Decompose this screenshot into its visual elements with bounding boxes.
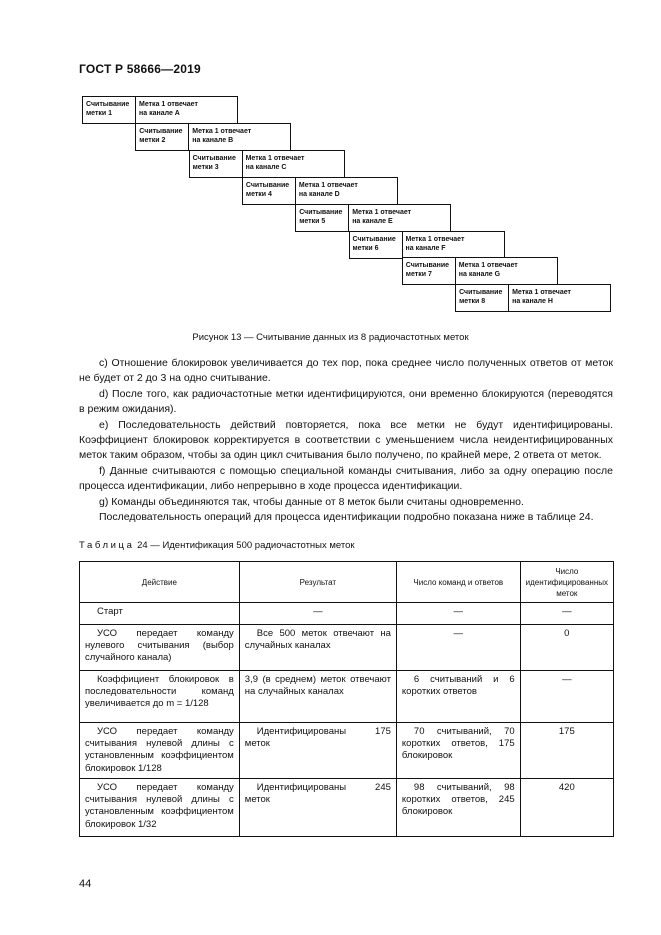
header-action: Действие: [80, 562, 240, 603]
paragraph-c: c) Отношение блокировок увеличивается до тех пор, пока среднее число полученных ответов от меток не будет от 2 до 3 на одно считывание.: [79, 357, 613, 385]
cell-action: УСО передает команду считывания нулевой длины с установленным коэффициентом блокировок 1/32: [80, 779, 240, 837]
header-commands: Число команд и ответов: [396, 562, 520, 603]
cell-commands: —: [396, 603, 520, 625]
read-tag-box: Считывание метки 6: [349, 231, 403, 259]
cell-result: Все 500 меток отвечают на случайных каналах: [239, 625, 396, 671]
table-caption-text: 24 — Идентификация 500 радиочастотных меток: [137, 540, 355, 551]
paragraph-e: e) Последовательность действий повторяется, пока все метки не будут идентифицированы. Коэффициент блокировок корректируется в соответствии с уменьшением числа неидентифицированных меток таким образом, чтобы за один цикл считывания было получено, по крайней мере, 2 ответа от меток.: [79, 418, 613, 462]
read-tag-box: Считывание метки 1: [82, 96, 136, 124]
cell-result: 3,9 (в среднем) меток отвечают на случайных каналах: [239, 671, 396, 723]
read-tag-box: Считывание метки 4: [242, 177, 296, 205]
cell-result: Идентифицированы 175 меток: [239, 723, 396, 779]
tag-response-box: Метка 1 отвечает на канале F: [402, 231, 505, 259]
identification-table: [79, 561, 614, 837]
read-tag-box: Считывание метки 2: [135, 123, 189, 151]
paragraph-d: d) После того, как радиочастотные метки идентифицируются, они временно блокируются (переводятся в режим ожидания).: [79, 387, 613, 416]
cell-identified: —: [520, 671, 613, 723]
paragraph-f: f) Данные считываются с помощью специальной команды считывания, либо за одну операцию после процесса идентификации, либо непрерывно в ходе процесса идентификации.: [79, 464, 613, 493]
tag-response-box: Метка 1 отвечает на канале G: [455, 257, 558, 285]
cell-result: Идентифицированы 245 меток: [239, 779, 396, 837]
tag-response-box: Метка 1 отвечает на канале A: [135, 96, 238, 124]
cell-identified: 175: [520, 723, 613, 779]
read-tag-box: Считывание метки 5: [295, 204, 349, 232]
table-row: [80, 671, 614, 723]
document-header: ГОСТ Р 58666—2019: [79, 62, 201, 76]
table-row: [80, 723, 614, 779]
cell-commands: 98 считываний, 98 коротких ответов, 245 блокировок: [396, 779, 520, 837]
header-identified: Число идентифицированных меток: [520, 562, 613, 603]
paragraph-g: g) Команды объединяются так, чтобы данные от 8 меток были считаны одновременно.: [99, 495, 524, 508]
read-tag-box: Считывание метки 3: [189, 150, 243, 178]
tag-response-box: Метка 1 отвечает на канале D: [295, 177, 398, 205]
cell-commands: —: [396, 625, 520, 671]
paragraph-summary: Последовательность операций для процесса идентификации подробно показана ниже в таблице 24.: [99, 511, 594, 524]
cell-identified: 0: [520, 625, 613, 671]
cell-commands: 70 считываний, 70 коротких ответов, 175 блокировок: [396, 723, 520, 779]
cell-action: УСО передает команду считывания нулевой длины с установленным коэффициентом блокировок 1/128: [80, 723, 240, 779]
table-caption-word: Таблица: [79, 540, 135, 551]
cell-result: —: [239, 603, 396, 625]
cell-identified: —: [520, 603, 613, 625]
cell-commands: 6 считываний и 6 коротких ответов: [396, 671, 520, 723]
body-text: [79, 356, 613, 525]
table-header-row: [80, 562, 614, 603]
figure-caption: Рисунок 13 — Считывание данных из 8 радиочастотных меток: [192, 332, 469, 343]
table-row: [80, 779, 614, 837]
tag-response-box: Метка 1 отвечает на канале H: [508, 284, 611, 312]
table-row: [80, 625, 614, 671]
cell-identified: 420: [520, 779, 613, 837]
tag-response-box: Метка 1 отвечает на канале B: [188, 123, 291, 151]
header-result: Результат: [239, 562, 396, 603]
cell-action: Старт: [80, 603, 240, 625]
cell-action: Коэффициент блокировок в последовательности команд увеличивается до m = 1/128: [80, 671, 240, 723]
tag-response-box: Метка 1 отвечает на канале E: [348, 204, 451, 232]
tag-response-box: Метка 1 отвечает на канале C: [242, 150, 345, 178]
cell-action: УСО передает команду нулевого считывания (выбор случайного канала): [80, 625, 240, 671]
table-row: [80, 603, 614, 625]
page-number: 44: [79, 878, 92, 890]
read-tag-box: Считывание метки 7: [402, 257, 456, 285]
read-tag-box: Считывание метки 8: [455, 284, 509, 312]
table-caption: [79, 540, 355, 551]
